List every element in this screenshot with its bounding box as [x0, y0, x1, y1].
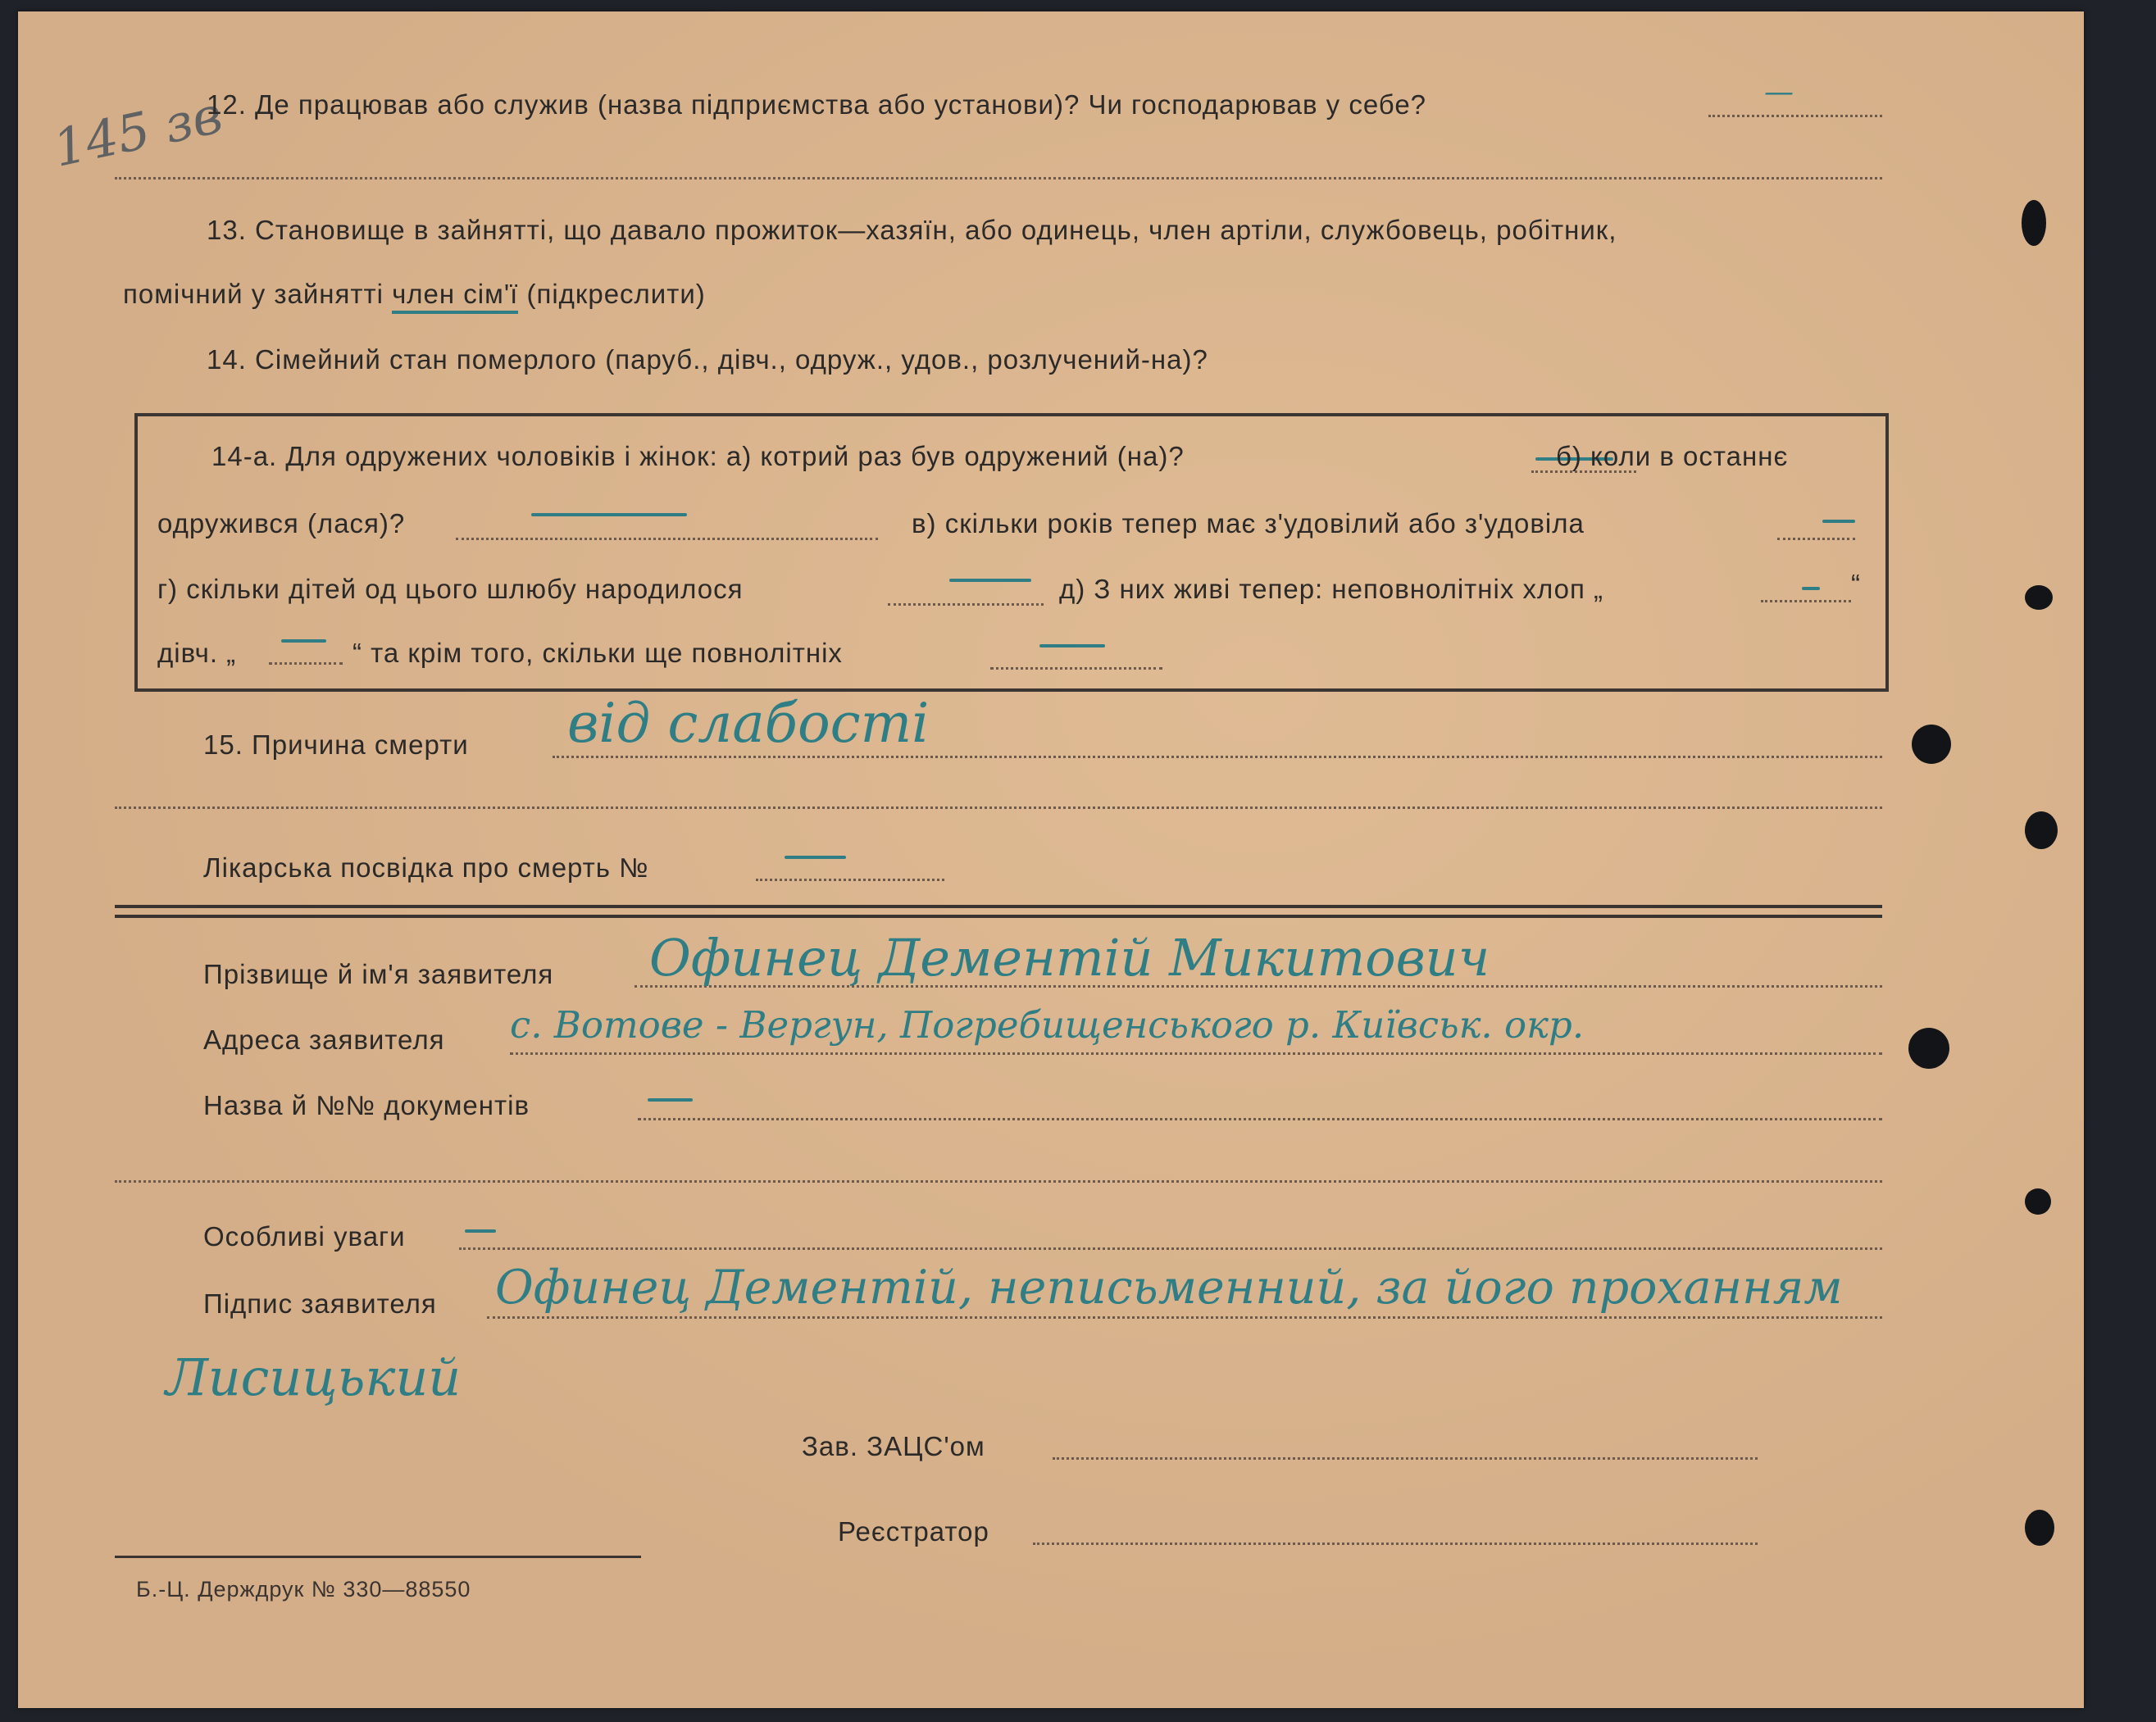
applicant-docs-line	[638, 1118, 1882, 1120]
q14a-line4-dash	[281, 639, 326, 643]
applicant-signature-value-2: Лисицький	[166, 1347, 462, 1407]
q12-answer-line	[1708, 115, 1882, 117]
q14-label: 14. Сімейний стан померлого (паруб., дівч., одруж., удов., розлучений-на)?	[207, 344, 1208, 375]
med-cert-line	[756, 879, 944, 881]
archive-page-number: 145 зв	[48, 84, 228, 179]
punch-hole	[2025, 1188, 2051, 1215]
q14a-line3c: “	[1851, 569, 1861, 599]
med-cert-dash	[785, 856, 846, 859]
q14a-line3-dash	[949, 579, 1031, 582]
q14a-box	[134, 413, 1889, 692]
q14a-line2b-dash	[1822, 520, 1855, 523]
punch-hole	[2025, 585, 2053, 610]
q14a-line1: 14-а. Для одружених чоловіків і жінок: а) котрий раз був одружений (на)?	[212, 441, 1185, 471]
punch-hole	[2022, 200, 2046, 246]
punch-hole	[2025, 1510, 2054, 1546]
applicant-notes-label: Особливі уваги	[203, 1221, 406, 1252]
q12-label: 12. Де працював або служив (назва підприємства або установи)? Чи господарював у себе?	[207, 89, 1427, 120]
punch-hole	[2025, 811, 2058, 849]
applicant-signature-label: Підпис заявителя	[203, 1288, 437, 1319]
applicant-docs-dash	[648, 1098, 693, 1102]
applicant-docs-line-2	[115, 1180, 1882, 1183]
q15-label: 15. Причина смерти	[203, 729, 469, 760]
zags-head-label: Зав. ЗАЦС'ом	[802, 1431, 985, 1461]
applicant-address-value: с. Вотове - Вергун, Погребищенського р. Київськ. окр.	[510, 1003, 1585, 1047]
applicant-notes-dash	[465, 1229, 496, 1233]
form-sheet	[18, 11, 2084, 1708]
q14a-line3b: д) З них живі тепер: неповнолітніх хлоп „	[1059, 574, 1604, 604]
zags-head-line	[1053, 1457, 1758, 1460]
q12-answer-line-2	[115, 177, 1882, 179]
q14a-line2a: одружився (лася)?	[157, 508, 406, 538]
q13-line1: 13. Становище в зайнятті, що давало прожиток—хазяїн, або одинець, член артіли, службовець, робітник,	[207, 215, 1617, 245]
applicant-name-label: Прізвище й ім'я заявителя	[203, 959, 554, 989]
applicant-docs-label: Назва й №№ документів	[203, 1090, 530, 1120]
q15-answer-line-2	[115, 806, 1882, 809]
q14a-line4b-dash	[1039, 644, 1105, 647]
q14a-line1b: б) коли в останнє	[1556, 441, 1789, 471]
q13-line2	[123, 279, 706, 310]
q14a-line4b: “ та крім того, скільки ще повнолітніх	[353, 638, 843, 668]
q14a-line4a: дівч. „	[157, 638, 237, 668]
q15-answer: від слабості	[567, 692, 930, 755]
q14a-line2b-blank	[1777, 538, 1855, 540]
applicant-signature-line	[487, 1316, 1882, 1319]
separator-bottom	[115, 915, 1882, 918]
applicant-name-value: Офинец Дементій Микитович	[649, 928, 1490, 988]
registrar-line	[1033, 1543, 1758, 1545]
q13-line2-suffix: (підкреслити)	[518, 279, 706, 309]
q14a-line3b-blank	[1761, 600, 1851, 602]
applicant-notes-line	[459, 1247, 1882, 1250]
applicant-signature-value: Офинец Дементій, неписьменний, за його проханням	[495, 1261, 1843, 1315]
q14a-line3a: г) скільки дітей од цього шлюбу народилося	[157, 574, 744, 604]
q12-answer: —	[1764, 75, 1794, 109]
punch-hole	[1908, 1028, 1949, 1069]
q14a-line3-blank	[888, 603, 1044, 606]
q15-answer-line	[553, 756, 1882, 758]
applicant-address-label: Адреса заявителя	[203, 1025, 445, 1055]
q14a-line3b-dash	[1802, 587, 1820, 590]
imprint-rule	[115, 1556, 641, 1558]
registrar-label: Реєстратор	[838, 1516, 989, 1547]
punch-hole	[1912, 725, 1951, 764]
q14a-line2-blank	[456, 538, 878, 540]
separator-top	[115, 905, 1882, 908]
q13-line2-text: помічний у зайнятті	[123, 279, 393, 309]
med-cert-label: Лікарська посвідка про смерть №	[203, 852, 649, 883]
q14a-line2b: в) скільки років тепер має з'удовілий або з'удовіла	[912, 508, 1585, 538]
q14a-line4-blank	[269, 662, 343, 665]
printer-imprint: Б.-Ц. Держдрук № 330—88550	[136, 1577, 471, 1602]
applicant-address-line	[510, 1052, 1882, 1055]
q14a-line2-dash	[531, 513, 687, 516]
q14a-line4b-blank	[990, 667, 1162, 670]
q13-underlined-option: член сім'ї	[392, 279, 518, 314]
